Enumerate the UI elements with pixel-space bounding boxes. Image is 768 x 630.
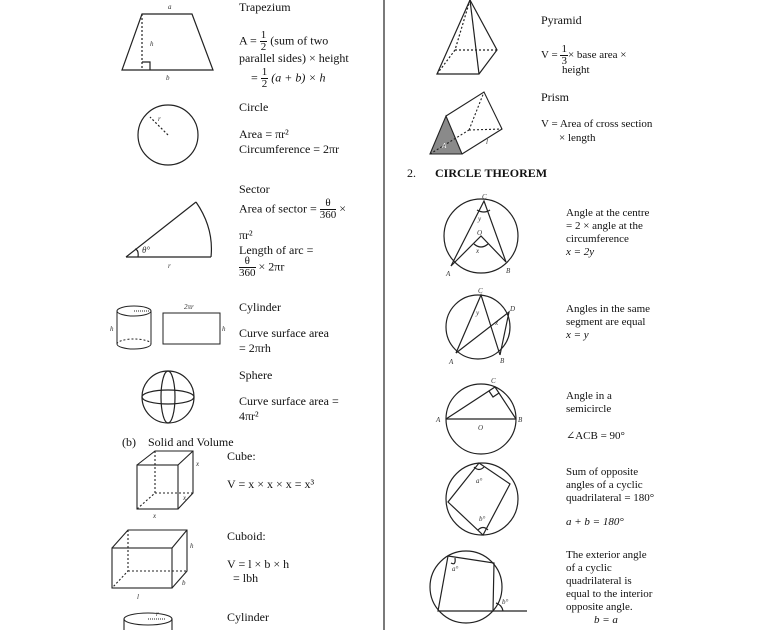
t2-label-C: C [478,287,483,295]
t1-label-O: O [477,229,483,237]
sector-arc-line2: $\frac{\theta}{360}$ × 2πr [239,255,285,279]
trapezium-title: Trapezium [239,0,291,14]
t2-label-B: B [500,357,505,365]
cuboid-figure [112,530,187,588]
theorem1-eq: x = 2y [566,246,595,258]
theorem2-eq: x = y [566,329,589,341]
theorem3-figure [446,384,516,454]
theorem2-text: Angles in the same segment are equal x = y [566,303,651,341]
sector-label-r: r [168,262,171,270]
sector-label-theta: θ° [142,245,151,255]
t3-label-O: O [478,424,484,432]
t4-label-b: b° [479,515,486,523]
cylinder2-figure [124,613,172,630]
theorem2-figure [446,295,510,359]
cube-formula: V = x × x × x = x³ [227,477,315,491]
cylinder-figure [117,306,220,349]
t3-label-A: A [436,416,441,424]
cyl-net-label-h: h [222,325,226,333]
cube-label-x2: x [183,494,187,502]
cylinder-title: Cylinder [239,300,281,314]
t2-label-A: A [449,358,454,366]
sector-figure [126,202,211,257]
cylinder-line2: = 2πrh [239,341,271,355]
cuboid-formula-line1: V = l × b × h [227,557,290,571]
t1-label-A: A [446,270,451,278]
cuboid-label-b: b [182,579,186,587]
theorem3-text: Angle in a semicircle ∠ACB = 90° [566,390,625,442]
sphere-figure [142,371,194,423]
section-b-title: Solid and Volume [148,435,234,449]
trap-label-a: a [168,3,172,11]
trapezium-figure [122,14,213,70]
prism-line1: V = Area of cross section [541,118,653,130]
theorem1-text: Angle at the centre = 2 × angle at the circumference x = 2y [566,207,650,258]
t2-label-D: D [510,305,516,313]
cyl-label-h: h [110,325,114,333]
section-b-marker: (b) [122,435,136,449]
trap-label-h: h [150,40,154,48]
trap-label-b: b [166,74,170,82]
circle-label-r: r [158,115,161,123]
t5-label-b: b° [502,598,509,606]
circle-circumference: Circumference = 2πr [239,142,340,156]
sphere-line2: 4πr² [239,409,259,423]
theta-fraction-2: $\frac{\theta}{360}$ [239,255,256,279]
cylinder2-title: Cylinder [227,610,269,624]
prism-line2: × length [559,132,596,144]
cube-title: Cube: [227,449,256,463]
prism-figure [430,92,502,154]
cylinder-line1: Curve surface area [239,326,329,340]
circle-figure [138,105,198,165]
pyramid-figure [437,0,497,74]
prism-label-l: l [486,138,488,146]
pyramid-title: Pyramid [541,13,582,27]
t4-label-a: a° [476,477,483,485]
cuboid-label-h: h [190,542,194,550]
section2-title: CIRCLE THEOREM [435,166,548,180]
half-fraction: $\frac{1}{2}$ [260,29,267,53]
section2-number: 2. [407,166,416,180]
theta-fraction: $\frac{\theta}{360}$ [319,197,337,221]
t3-label-C: C [491,377,496,385]
sector-arc-line1: Length of arc = [239,243,314,257]
sector-area-line1: Area of sector = $\frac{\theta}{360}$ × [239,197,347,221]
trapezium-formula-line1: A = $\frac{1}{2}$ (sum of two [239,29,329,53]
t1-label-C: C [482,193,487,201]
theorem4-eq: a + b = 180° [566,516,624,528]
sector-title: Sector [239,182,270,196]
t1-label-y: y [478,215,482,223]
theorem4-figure [446,463,518,535]
t1-label-B: B [506,267,511,275]
pyramid-formula-line1: V = $\frac{1}{3}$ × base area × [541,43,627,67]
sector-area-line2: πr² [239,228,253,242]
prism-label-A: A [442,142,447,150]
theorem4-text: Sum of opposite angles of a cyclic quadrilateral = 180° a + b = 180° [566,466,655,528]
cuboid-title: Cuboid: [227,529,266,543]
half-fraction-2: $\frac{1}{2}$ [261,66,268,90]
t2-label-y: y [476,309,480,317]
prism-title: Prism [541,90,570,104]
sphere-line1: Curve surface area = [239,394,339,408]
t2-label-x: x [495,319,499,327]
theorem5-eq: b = a [594,614,618,626]
cuboid-formula-line2: = lbh [233,571,259,585]
theorem5-text: The exterior angle of a cyclic quadrilateral is equal to the interior opposite angle. b = a [566,549,653,626]
t5-label-a: a° [452,565,459,573]
trapezium-formula-line2: parallel sides) × height [239,51,349,65]
cube-label-x3: x [153,512,157,520]
circle-area: Area = πr² [239,127,289,141]
trapezium-formula-line3: = $\frac{1}{2}$ (a + b) × h [251,66,326,90]
t1-label-x: x [476,247,480,255]
third-fraction: $\frac{1}{3}$ [561,43,567,67]
pyramid-formula-line2: height [562,64,590,76]
cyl2-label-r: r [156,610,159,618]
theorem5-figure [430,551,527,623]
t3-label-B: B [518,416,523,424]
sphere-title: Sphere [239,368,273,382]
theorem3-eq: ∠ACB = 90° [566,430,625,442]
circle-title: Circle [239,100,269,114]
cuboid-label-l: l [137,593,139,601]
cube-label-x1: x [196,460,200,468]
cyl-label-2pir: 2πr [184,303,194,311]
